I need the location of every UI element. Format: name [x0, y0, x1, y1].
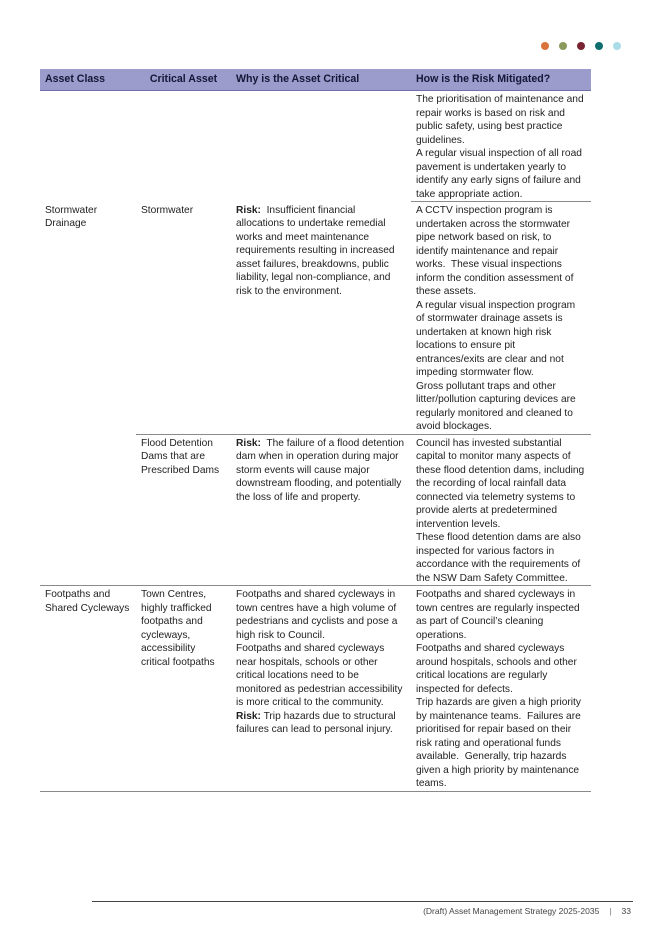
cell-why-critical — [231, 434, 411, 586]
mitigation-paragraph: Gross pollutant traps and other litter/pollution capturing devices are regularly monitored and cleaned to avoid blockages. — [416, 380, 579, 432]
mitigation-paragraph: The prioritisation of maintenance and repair works is based on risk and public safety, using best practice guidelines. — [416, 94, 587, 146]
decorative-dots — [541, 42, 621, 50]
why-text: Insufficient financial allocations to undertake remedial works and meet maintenance requirements resulting in increased asset failures, breakdowns, public liability, legal non-compliance, and risk to the environment. — [236, 204, 398, 297]
table-row — [40, 202, 591, 435]
decorative-dot — [613, 42, 621, 50]
decorative-dot — [559, 42, 567, 50]
header-how-mitigated: How is the Risk Mitigated? — [411, 69, 591, 91]
mitigation-paragraph: A CCTV inspection program is undertaken across the stormwater pipe network based on risk, to identify maintenance and repair works. These visual inspections inform the condition assessment of these assets. — [416, 205, 577, 297]
cell-asset-class: Footpaths and Shared Cycleways — [40, 586, 136, 792]
cell-why-critical — [231, 91, 411, 202]
risk-label: Risk: — [236, 710, 261, 722]
table-header-row — [40, 69, 591, 91]
cell-how-mitigated — [411, 91, 591, 202]
mitigation-paragraph: A regular visual inspection of all road pavement is undertaken yearly to identify any early signs of failure and take appropriate action. — [416, 148, 585, 200]
table-row — [40, 434, 591, 586]
mitigation-paragraph: These flood detention dams are also inspected for various factors in accordance with the requirements of the NSW Dam Safety Committee. — [416, 532, 584, 584]
risk-label: Risk: — [236, 204, 261, 216]
table-row — [40, 586, 591, 792]
decorative-dot — [577, 42, 585, 50]
decorative-dot — [541, 42, 549, 50]
table-row — [40, 91, 591, 202]
why-text: Footpaths and shared cycleways near hospitals, schools or other critical locations need to be monitored as pedestrian accessibility is more critical to the community. — [236, 643, 406, 708]
cell-asset-class — [40, 434, 136, 586]
cell-how-mitigated — [411, 586, 591, 792]
why-text: The failure of a flood detention dam when in operation during major storm events will cause major downstream flooding, and potentially the loss of life and property. — [236, 437, 407, 503]
header-why-critical: Why is the Asset Critical — [231, 69, 411, 91]
why-text: Trip hazards due to structural failures can lead to personal injury. — [236, 710, 399, 735]
why-paragraph — [236, 204, 406, 299]
cell-critical-asset: Flood Detention Dams that are Prescribed Dams — [136, 434, 231, 586]
footer-divider — [92, 901, 633, 902]
page-footer — [423, 906, 631, 916]
mitigation-paragraph: Council has invested substantial capital to monitor many aspects of these flood detention dams, including the recording of local rainfall data connected via telemetry systems to provide alerts at predetermined intervention levels. — [416, 437, 588, 530]
cell-critical-asset — [136, 91, 231, 202]
cell-critical-asset: Stormwater — [136, 202, 231, 435]
why-paragraph — [236, 437, 406, 505]
critical-assets-table — [40, 69, 591, 792]
cell-asset-class — [40, 91, 136, 202]
why-paragraph — [236, 642, 406, 710]
cell-how-mitigated — [411, 202, 591, 435]
decorative-dot — [595, 42, 603, 50]
page-number: 33 — [621, 906, 631, 916]
header-asset-class: Asset Class — [40, 69, 136, 91]
mitigation-paragraph: Trip hazards are given a high priority by maintenance teams. Failures are prioritised for repair based on their risk rating and operational funds available. Generally, trip hazards given a high priority by maintenance teams. — [416, 697, 584, 789]
cell-critical-asset: Town Centres, highly trafficked footpaths and cycleways, accessibility critical footpaths — [136, 586, 231, 792]
footer-separator: | — [609, 906, 612, 916]
mitigation-paragraph: Footpaths and shared cycleways around hospitals, schools and other critical locations are regularly inspected for defects. — [416, 643, 580, 695]
why-paragraph — [236, 588, 406, 642]
cell-how-mitigated — [411, 434, 591, 586]
why-paragraph — [236, 710, 406, 737]
cell-why-critical — [231, 586, 411, 792]
header-critical-asset: Critical Asset — [136, 69, 231, 91]
cell-asset-class: Stormwater Drainage — [45, 204, 98, 229]
mitigation-paragraph: Footpaths and shared cycleways in town centres are regularly inspected as part of Council’s cleaning operations. — [416, 589, 583, 641]
mitigation-paragraph: A regular visual inspection program of stormwater drainage assets is undertaken at known high risk locations to ensure pit entrances/exits are clear and not impeding stormwater flow. — [416, 299, 578, 378]
cell-why-critical — [231, 202, 411, 435]
why-text: Footpaths and shared cycleways in town centres have a high volume of pedestrians and cyclists and pose a high risk to Council. — [236, 589, 401, 641]
risk-label: Risk: — [236, 437, 261, 449]
footer-document-title: (Draft) Asset Management Strategy 2025-2035 — [423, 906, 600, 916]
